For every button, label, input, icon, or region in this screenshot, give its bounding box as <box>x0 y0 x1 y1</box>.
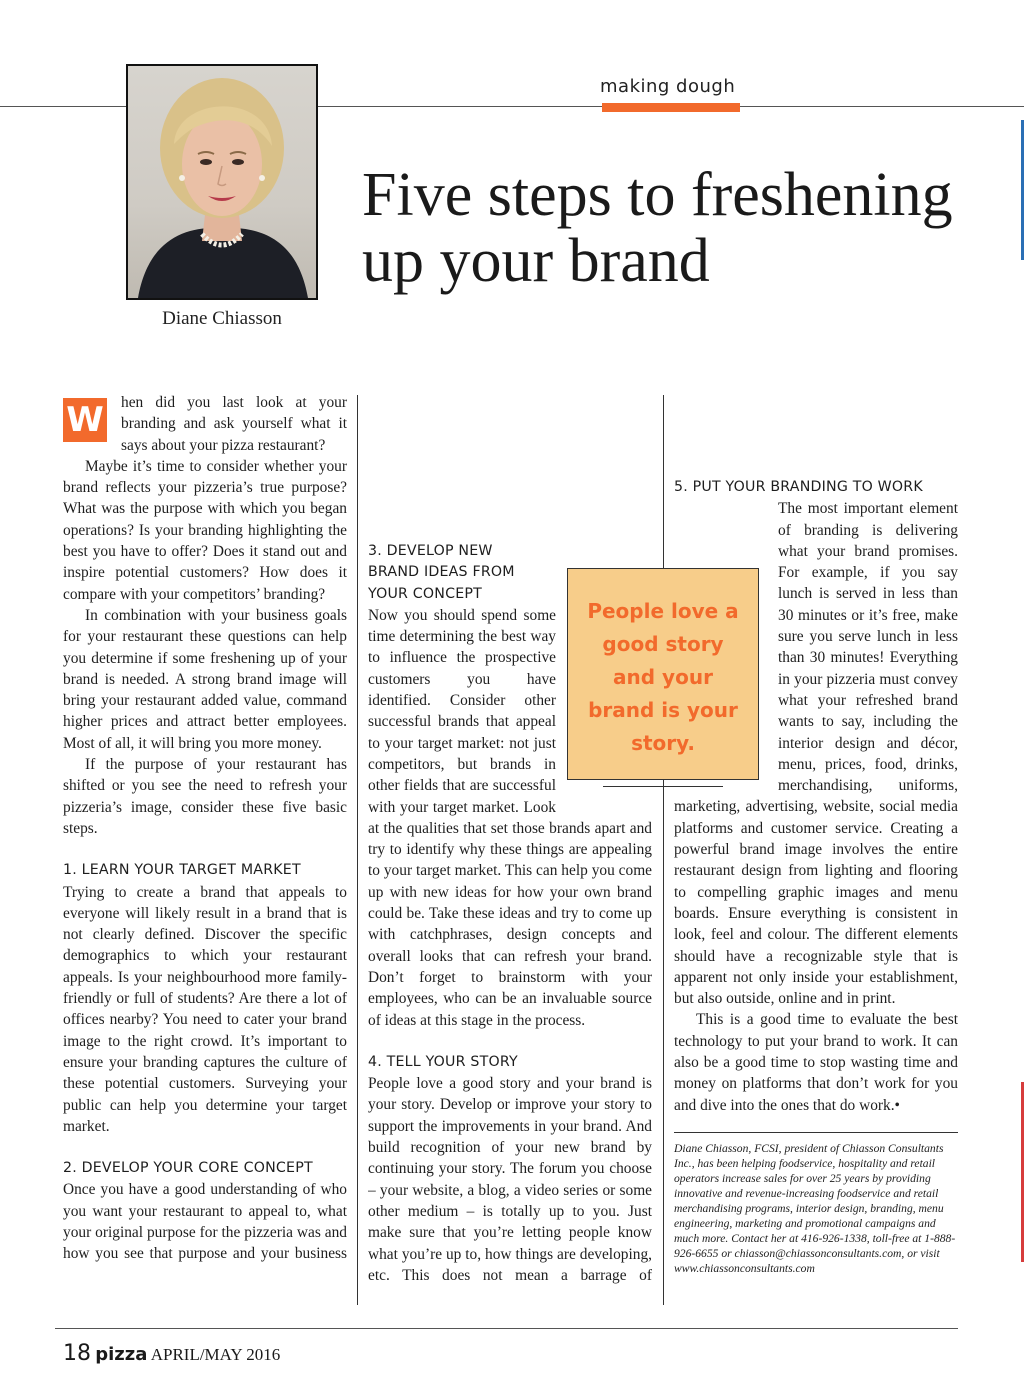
intro-paragraph <box>63 392 347 456</box>
body-paragraph: Maybe it’s time to consider whether your brand reflects your pizzeria’s true purpose? What was the purpose with which you began operations? Is your branding highlighting the best you have to offer? Does it stand out and inspire potential customers? How does it compare with your competitors’ branding? <box>63 457 347 603</box>
pull-quote <box>567 568 759 780</box>
closing-paragraph: This is a good time to evaluate the best technology to put your brand to work. It can also be a good time to stop wasting time and money on platforms that don’t work for you and dive into the ones that do work.• <box>674 1011 958 1114</box>
column-divider <box>663 395 664 1305</box>
section-5-body: The most important element of branding is delivering what your brand promises. For example, if you say lunch is served in less than 30 minutes or it’s free, make sure you serve lunch in less than 30 minutes! Everything in your pizzeria must convey what your refreshed brand wants to say, including the interior design and décor, menu, prices, food, drinks, merchandising, uniforms, marketing, advertising, website, social media platforms and customer service. Creating a powerful brand image involves the entire restaurant design from lighting and flooring to compelling graphic images and menu boards. Ensure everything is consistent in look, feel and colour. The different elements should have a recognizable style that is apparent not only inside your establishment, but also outside, online and in print. <box>674 500 958 1008</box>
bio-divider <box>674 1132 958 1133</box>
body-paragraph: If the purpose of your restaurant has shifted or you see the need to refresh your pizzeria’s image, consider these five basic steps. <box>63 756 347 837</box>
section-label: making dough <box>600 76 736 97</box>
section-3-body: Now you should spend some time determining the best way to influence the prospective customers you have identified. Consider other successful brands that appeal to your target market: not just competitors, but brands in other fields that are successful with your target market. Look at the qualities that set those brands apart and try to identify why these things are appealing to your target market. This can help you come up with new ideas for how your own brand could be. Take these ideas and try to come up with catchphrases, design concepts and overall looks that can refresh your brand. Don’t forget to brainstorm with your employees, who can be an invaluable source of ideas at this stage in the process. <box>368 606 652 1029</box>
article-column-2 <box>368 392 652 1287</box>
section-heading-1: 1. LEARN YOUR TARGET MARKET <box>63 862 301 879</box>
pull-quote-rule <box>603 786 723 787</box>
page-number: 18 <box>63 1341 91 1366</box>
article-headline <box>362 162 1002 294</box>
issue-date: APRIL/MAY 2016 <box>150 1345 281 1364</box>
page-folio <box>63 1341 280 1366</box>
section-accent-bar <box>602 103 740 112</box>
portrait-illustration <box>128 66 316 298</box>
section-1-body: Trying to create a brand that appeals to everyone will likely result in a brand that is not clearly defined. Discover the specific demographics to which your restaurant appeals. Is your neighbourhood more family-friendly or full of students? Are there a lot of offices nearby? You need to cater your brand image to the right crowd. It’s important to ensure your branding captures the culture of these potential customers. Surveying your public can help you determine your target market. <box>63 883 347 1135</box>
pull-quote-text: People love a good story and your brand is your story. <box>587 599 739 755</box>
section-heading-3: 3. DEVELOP NEW BRAND IDEAS FROM YOUR CONCEPT <box>368 543 515 602</box>
drop-cap: W <box>63 398 107 442</box>
magazine-name: pizza <box>95 1344 148 1365</box>
author-bio: Diane Chiasson, FCSI, president of Chiasson Consultants Inc., has been helping foodservice, hospitality and retail operators increase sales for over 25 years by providing innovative and revenue-increasing foodservice and retail merchandising programs, interior design, branding, menu engineering, marketing and promotional campaigns and much more. Contact her at 416-926-1338, toll-free at 1-888-926-6655 or chiasson@chiassonconsultants.com, or visit www.chiassonconsultants.com <box>674 1141 956 1275</box>
section-heading-2: 2. DEVELOP YOUR CORE CONCEPT <box>63 1160 313 1177</box>
footer-rule <box>55 1328 958 1329</box>
section-4-body: People love a good story and your brand is your story. Develop or improve your story to support the improvements in your brand. And build recognition of your new brand by continuing your story. The forum you choose – your website, a blog, a video series or some other medium – is totally up to you. Just make sure that you’re letting people know what you’re up to, how things are developing, etc. This does not mean a barrage of <box>368 1075 652 1284</box>
article-column-3 <box>674 392 958 1276</box>
headline-line-1: Five steps to freshening <box>362 161 953 229</box>
section-heading-4: 4. TELL YOUR STORY <box>368 1053 518 1070</box>
section-2-body-continued <box>368 392 652 520</box>
section-2-body: Once you have a good understanding of who you want your restaurant to appeal to, what your original purpose for the pizzeria was and how you see that purpose and your business <box>63 1181 347 1263</box>
photo-caption: Diane Chiasson <box>162 308 282 329</box>
author-photo <box>126 64 318 300</box>
body-paragraph: In combination with your business goals for your restaurant these questions can help you determine if some freshening up of your brand is needed. A strong brand image will bring your restaurant added value, command higher prices and attract better employees. Most of all, it will bring you more money. <box>63 606 347 752</box>
section-heading-5: 5. PUT YOUR BRANDING TO WORK <box>674 479 923 495</box>
intro-text: hen did you last look at your branding and ask yourself what it says about your pizza restaurant? <box>121 394 347 454</box>
section-4-body-continued <box>674 392 958 456</box>
column-divider <box>357 395 358 1305</box>
headline-line-2: up your brand <box>362 227 710 295</box>
article-column-1 <box>63 392 347 1264</box>
